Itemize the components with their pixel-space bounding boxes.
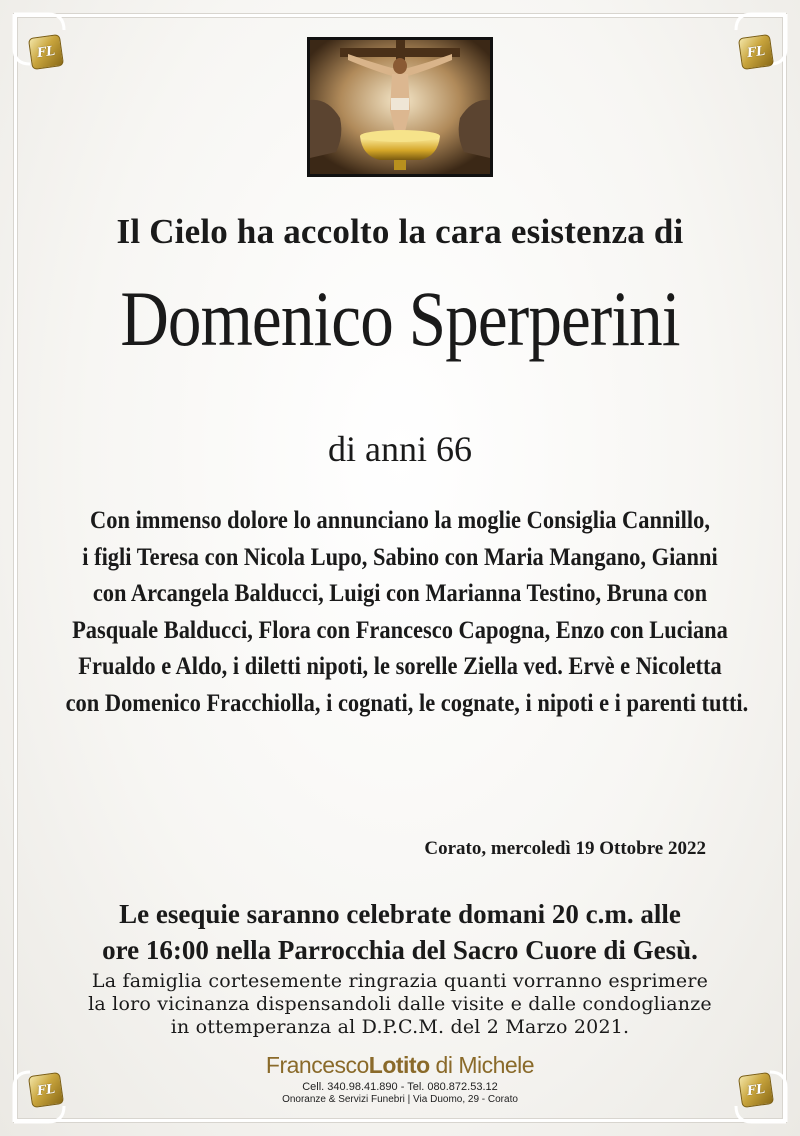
announcement-line: i figli Teresa con Nicola Lupo, Sabino con Maria Mangano, Gianni [82, 541, 718, 571]
agency-phones: Cell. 340.98.41.890 - Tel. 080.872.53.12 [302, 1081, 498, 1093]
agency-address: Onoranze & Servizi Funebri | Via Duomo, 29 - Corato [282, 1094, 518, 1105]
corner-ornament-top-left [8, 8, 70, 70]
fl-monogram-icon: FL [28, 34, 64, 70]
funeral-details [0, 896, 800, 968]
crucifix-image [307, 37, 493, 177]
announcement-line: Con immenso dolore lo annunciano la moglie Consiglia Cannillo, [90, 505, 710, 534]
agency-first-name: Francesco [265, 1052, 369, 1078]
funeral-agency-footer [0, 1052, 800, 1105]
thanks-line: in ottemperanza al D.P.C.M. del 2 Marzo 2021. [170, 1016, 630, 1038]
agency-suffix: di Michele [435, 1052, 535, 1078]
place-date: Corato, mercoledì 19 Ottobre 2022 [424, 838, 706, 859]
deceased-age: di anni 66 [328, 429, 472, 469]
deceased-name: Domenico Sperperini [120, 275, 680, 362]
fl-monogram-icon: FL [738, 34, 774, 70]
fl-monogram-icon: FL [738, 1072, 774, 1108]
agency-logo-text [0, 1052, 800, 1079]
thanks-line: la loro vicinanza dispensandoli dalle visite e dalle condoglianze [88, 993, 712, 1015]
fl-monogram-icon: FL [28, 1072, 64, 1108]
announcement-line: con Domenico Fracchiolla, i cognati, le cognate, i nipoti e i parenti tutti. [65, 687, 749, 717]
agency-last-name: Lotito [368, 1052, 430, 1078]
announcement-text [65, 502, 749, 721]
corner-ornament-top-right [730, 8, 792, 70]
intro-line: Il Cielo ha accolto la cara esistenza di [116, 212, 684, 251]
thanks-line: La famiglia cortesemente ringrazia quanti vorranno esprimere [91, 970, 709, 992]
announcement-line: Frualdo e Aldo, i diletti nipoti, le sorelle Ziella ved. Ervè e Nicoletta [78, 651, 722, 680]
announcement-line: con Arcangela Balducci, Luigi con Marianna Testino, Bruna con [92, 578, 708, 607]
announcement-line: Pasquale Balducci, Flora con Francesco Capogna, Enzo con Luciana [72, 614, 728, 644]
family-thanks [0, 970, 800, 1039]
funeral-line: ore 16:00 nella Parrocchia del Sacro Cuore di Gesù. [102, 935, 698, 965]
funeral-line: Le esequie saranno celebrate domani 20 c.m. alle [119, 899, 681, 929]
